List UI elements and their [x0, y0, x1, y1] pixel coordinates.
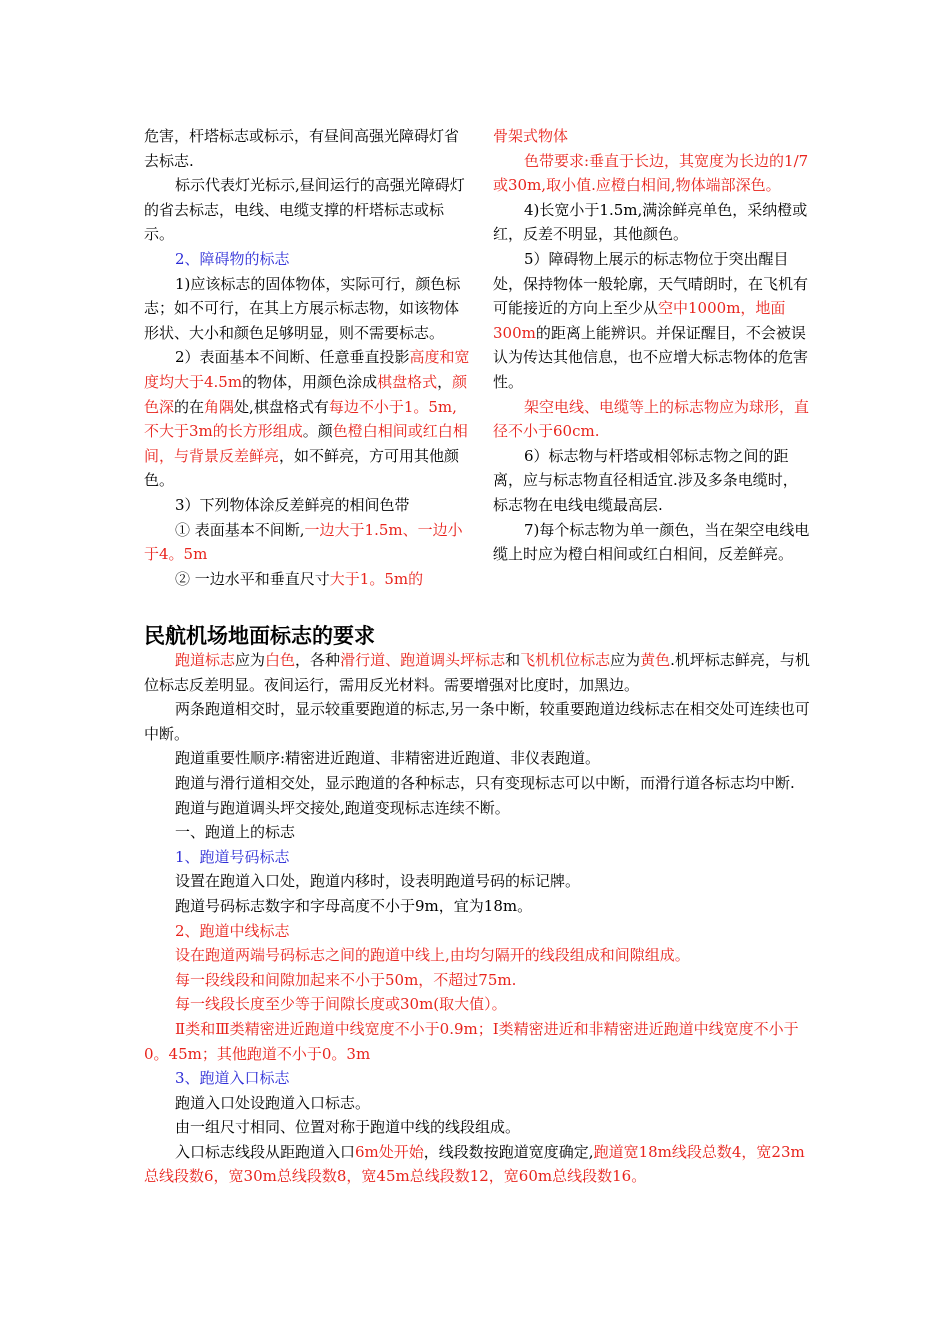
highlight: 大于1。5m的 — [329, 569, 424, 588]
paragraph: 跑道号码标志数字和字母高度不小于9m，宜为18m。 — [175, 896, 533, 915]
text: 应为 — [610, 651, 641, 669]
text: 2）表面基本不间断、任意垂直投影 — [175, 348, 410, 367]
text: ，如不鲜亮，方可用其他颜色。 — [144, 446, 460, 490]
paragraph: 跑道与滑行道相交处，显示跑道的各种标志，只有变现标志可以中断，而滑行道各标志均中断. — [175, 773, 795, 792]
text: 5）障碍物上展示的标志物位于突出醒目处，保持物体一般轮廓，天气晴朗时，在飞机有可能接近的方向上至少从 — [493, 249, 809, 318]
paragraph — [144, 345, 470, 493]
text: ，各种 — [295, 651, 341, 669]
paragraph: 危害，杆塔标志或标示，有昼间高强光障碍灯省去标志. — [144, 127, 460, 170]
highlight: 高度和宽度均大于4.5m — [144, 348, 470, 391]
paragraph: 每一段线段和间隙加起来不小于50m，不超过75m. — [175, 970, 517, 989]
text: .机坪标志鲜亮，与机位标志反差明显。夜间运行，需用反光材料。需要增强对比度时，加黑边。 — [144, 651, 810, 694]
paragraph: 色带要求:垂直于长边，其宽度为长边的1/7或30m,取小值.应橙白相间,物体端部深色。 — [493, 151, 809, 195]
text: 。颜 — [302, 422, 333, 441]
paragraph: 7)每个标志物为单一颜色，当在架空电线电缆上时应为橙白相间或红白相间，反差鲜亮。 — [493, 520, 810, 564]
highlight: 色橙白相间或红白相间，与背景反差鲜亮 — [144, 422, 468, 465]
paragraph: 架空电线、电缆等上的标志物应为球形，直径不小于60cm. — [493, 397, 810, 441]
highlight: 一边大于1.5m、一边小于4。5m — [144, 520, 463, 564]
highlight: 角隅 — [204, 397, 235, 416]
highlight: 空中1000m，地面300m — [493, 299, 786, 342]
section-title: 民航机场地面标志的要求 — [144, 624, 375, 648]
heading-runway-markings: 一、跑道上的标志 — [175, 823, 296, 842]
highlight: 跑道宽18m线段总数4，宽23m总线段数6，宽30m总线段数8，宽45m总线段数12，宽60m总线段数16。 — [144, 1142, 805, 1186]
main-body — [144, 648, 812, 1189]
paragraph: 骨架式物体 — [493, 127, 569, 145]
left-column — [144, 124, 470, 591]
highlight: 飞机机位标志 — [520, 651, 611, 669]
paragraph: 4)长宽小于1.5m,满涂鲜亮单色，采纳橙或红，反差不明显，其他颜色。 — [493, 200, 808, 244]
text: 的物体，用颜色涂成 — [242, 372, 378, 391]
paragraph: 由一组尺寸相同、位置对称于跑道中线的线段组成。 — [175, 1118, 521, 1137]
text: 入口标志线段从距跑道入口 — [175, 1142, 356, 1161]
paragraph — [144, 567, 470, 592]
paragraph: 跑道入口处设跑道入口标志。 — [175, 1093, 371, 1112]
paragraph: 设在跑道两端号码标志之间的跑道中线上,由均匀隔开的线段组成和间隙组成。 — [175, 946, 690, 965]
paragraph: 两条跑道相交时，显示较重要跑道的标志,另一条中断，较重要跑道边线标志在相交处可连续也可中断。 — [144, 700, 810, 743]
text: 应为 — [235, 651, 266, 669]
right-column — [493, 124, 811, 567]
paragraph: 3）下列物体涂反差鲜亮的相间色带 — [175, 495, 410, 514]
highlight: 6m处开始 — [355, 1142, 424, 1161]
text: ① 表面基本不间断, — [175, 520, 305, 539]
subheading-runway-designation: 1、跑道号码标志 — [175, 847, 290, 866]
highlight: 黄色 — [640, 651, 671, 669]
paragraph: 1)应该标志的固体物体，实际可行，颜色标志；如不可行，在其上方展示标志物，如该物体形状、大小和颜色足够明显，则不需要标志。 — [144, 274, 461, 342]
text: ，线段数按跑道宽度确定, — [423, 1142, 594, 1161]
paragraph: 每一线段长度至少等于间隙长度或30m(取大值）。 — [175, 995, 507, 1014]
paragraph: 跑道与跑道调头坪交接处,跑道变现标志连续不断。 — [175, 798, 510, 817]
paragraph — [144, 648, 812, 697]
text: 的在 — [174, 397, 205, 416]
highlight: 跑道标志 — [175, 651, 236, 669]
paragraph — [144, 1140, 812, 1189]
subheading-runway-threshold: 3、跑道入口标志 — [175, 1069, 290, 1088]
paragraph: 跑道重要性顺序:精密进近跑道、非精密进近跑道、非仪表跑道。 — [175, 749, 601, 768]
subheading-obstacle-marking: 2、障碍物的标志 — [175, 249, 290, 268]
text: ， — [437, 372, 453, 391]
text: 的距离上能辨识。并保证醒目，不会被误认为传达其他信息，也不应增大标志物体的危害性。 — [493, 323, 809, 391]
paragraph: 标示代表灯光标示,昼间运行的高强光障碍灯的省去标志，电线、电缆支撑的杆塔标志或标示。 — [144, 176, 465, 244]
paragraph: Ⅱ类和Ⅲ类精密进近跑道中线宽度不小于0.9m；Ⅰ类精密进近和非精密进近跑道中线宽度不小于0。45m；其他跑道不小于0。3m — [144, 1019, 799, 1063]
text: 处,棋盘格式有 — [234, 397, 329, 416]
highlight: 白色 — [265, 651, 296, 669]
paragraph — [493, 247, 811, 395]
highlight: 颜色深 — [144, 372, 468, 416]
highlight: 每边不小于1。5m,不大于3m的长方形组成 — [144, 397, 457, 441]
subheading-runway-centerline: 2、跑道中线标志 — [175, 921, 290, 940]
text: ② 一边水平和垂直尺寸 — [175, 569, 330, 588]
highlight: 棋盘格式 — [377, 372, 438, 391]
paragraph — [144, 518, 470, 567]
paragraph: 设置在跑道入口处，跑道内移时，设表明跑道号码的标记牌。 — [175, 872, 581, 891]
text: 和 — [505, 651, 521, 669]
highlight: 滑行道、跑道调头坪标志 — [340, 651, 506, 669]
paragraph: 6）标志物与杆塔或相邻标志物之间的距离，应与标志物直径相适宜.涉及多条电缆时，标志物在电线电缆最高层. — [493, 446, 798, 514]
